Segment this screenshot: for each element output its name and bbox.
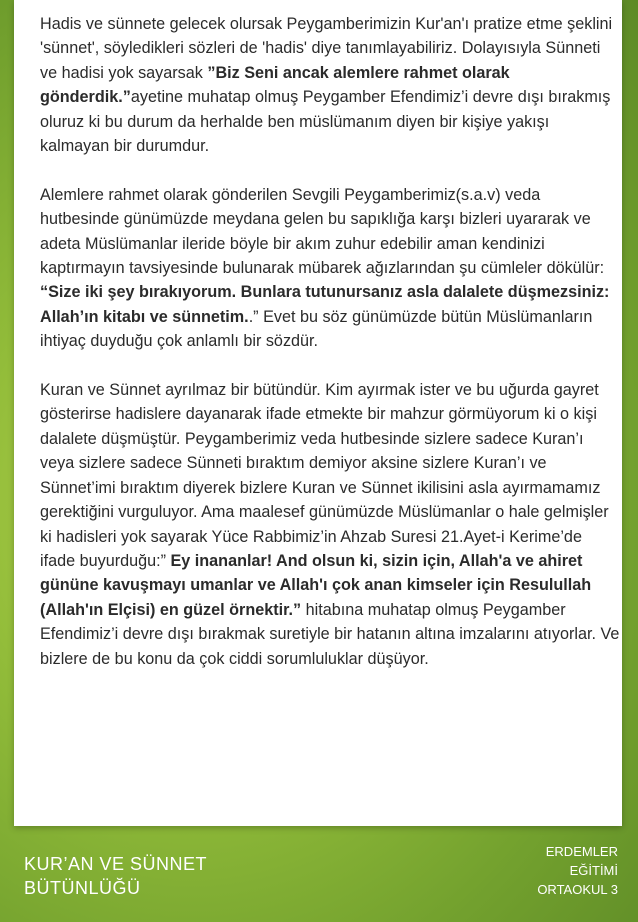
presentation-title — [24, 852, 207, 900]
school-name — [537, 842, 618, 899]
para1-text-end: ayetine muhatap olmuş Peygamber Efendimiz’i devre dışı bırakmış oluruz ki bu durum da herhalde ben müslümanım diyen bir kişiye yakışı kalmayan bir durumdur. — [40, 88, 611, 156]
para1-text: Hadis ve sünnete gelecek olursak Peygamberimizin Kur'an'ı pratize etme şeklini 'sünnet', söyledikleri sözleri de 'hadis' diye tanımlayabiliriz. Dolayısıyla Sünneti ve hadisi yok sayarsak — [40, 15, 613, 82]
para3-quote: Ey inananlar! And olsun ki, sizin için, Allah'a ve ahiret gününe kavuşmayı umanlar ve Allah'ı çok anan kimseler için Resulullah (Allah'ın Elçisi) en güzel örnektir.” — [40, 551, 592, 619]
para2-text: Alemlere rahmet olarak gönderilen Sevgili Peygamberimiz(s.a.v) veda hutbesinde günümüzde meydana gelen bu sapıklığa karşı bizleri uyararak ve adeta Müslümanlar ileride böyle bir akım zuhur edebilir aman kendinizi kaptırmayın tavsiyesinde bulunarak mübarek ağızlarından şu cümleler dökülür: — [40, 185, 605, 278]
title-line-1: KUR’AN VE SÜNNET — [24, 854, 208, 874]
school-line-3: ORTAOKUL 3 — [537, 882, 618, 897]
article-text — [40, 12, 620, 671]
school-line-1: ERDEMLER — [545, 844, 618, 859]
title-line-2: BÜTÜNLÜĞÜ — [24, 878, 141, 898]
para3-text: Kuran ve Sünnet ayrılmaz bir bütündür. Kim ayırmak ister ve bu uğurda gayret gösterirse hadislere dayanarak ifade etmekte bir mahzur görmüyorum ki o kişi dalalete düşmüştür. Peygamberimiz veda hutbesinde sizlere sadece Kuran’ı veya sizlere sadece Sünneti bıraktım demiyor aksine sizlere Kuran’ı ve Sünnet’imi bıraktım diyerek bizlere Kuran ve Sünnet ikilisini asla ayırmamamız gerektiğini vurguluyor. Ama maalesef günümüzde Müslümanlar o hale gelmişler ki hadisleri yok sayarak Yüce Rabbimiz’in Ahzab Suresi 21.Ayet-i Kerime’de ifade buyurduğu:” — [40, 381, 609, 570]
para1-quote: ”Biz Seni ancak alemlere rahmet olarak gönderdik.” — [40, 63, 510, 107]
content-page — [14, 0, 622, 826]
paragraph-1 — [40, 12, 620, 158]
para2-quote: “Size iki şey bırakıyorum. Bunlara tutunursanız asla dalalete düşmezsiniz: Allah’ın kitabı ve sünnetim. — [40, 283, 610, 326]
school-line-2: EĞİTİMİ — [569, 863, 618, 878]
paragraph-2 — [40, 183, 620, 354]
para2-text-end: .” Evet bu söz günümüzde bütün Müslümanların ihtiyaç duyduğu çok anlamlı bir sözdür. — [40, 307, 593, 351]
paragraph-3 — [40, 378, 620, 671]
para3-text-end: hitabına muhatap olmuş Peygamber Efendimiz’i devre dışı bırakmak suretiyle bir hatanın altına imzalarını atıyorlar. Ve bizlere de bu konu da çok ciddi sorumluluklar düşüyor. — [40, 600, 620, 668]
